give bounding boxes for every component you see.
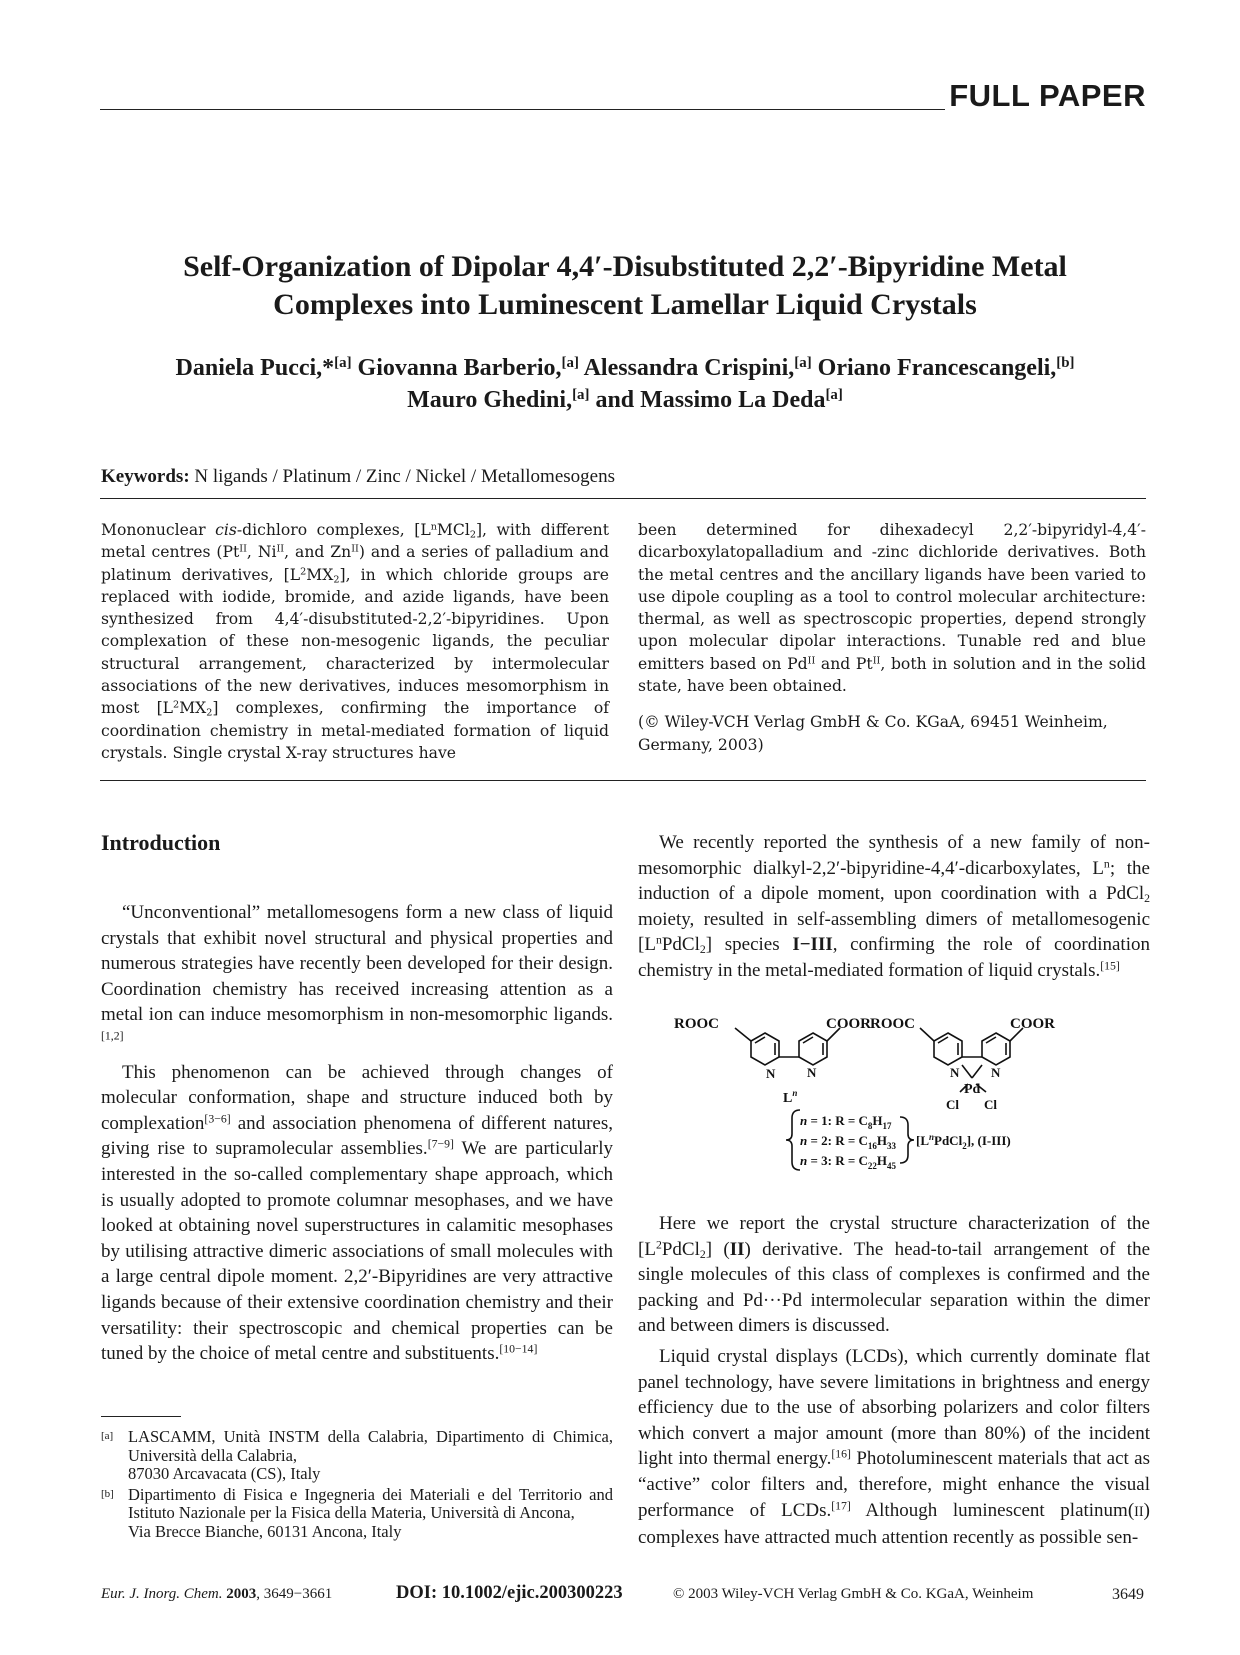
superscript: n: [1103, 857, 1110, 871]
text-run: and association phenomena of different natures, giving rise to supramolecular assemblies.: [101, 1112, 613, 1160]
abstract-top-rule: [100, 498, 1146, 499]
superscript: II: [351, 543, 359, 555]
scheme-n-value: 3: [821, 1153, 828, 1168]
body-paragraph: [101, 1060, 613, 1367]
text-run: -dichloro complexes, [L: [236, 521, 431, 539]
scheme-atom-label: N: [950, 1065, 960, 1080]
page-number: 3649: [1112, 1586, 1144, 1603]
author-line-1: [100, 352, 1150, 384]
scheme-text: C: [858, 1133, 868, 1148]
keywords-label: Keywords:: [101, 466, 190, 487]
text-run: Here we report the crystal structure characterization of the [L: [638, 1213, 1150, 1260]
scheme-superscript: n: [929, 1132, 935, 1142]
journal-pages: , 3649−3661: [256, 1586, 333, 1602]
text-run: , Ni: [246, 543, 277, 562]
scheme-series-row: n = 2: $R = C_{16}H_{33}$: [800, 1133, 897, 1151]
body-column-right-top: [638, 830, 1150, 984]
keywords-text: N ligands / Platinum / Zinc / Nickel / Metallomesogens: [194, 466, 615, 487]
subscript: 2: [206, 707, 213, 719]
scheme-subscript: 8: [867, 1121, 873, 1131]
scheme-text: C: [858, 1153, 868, 1168]
title-line-2: Complexes into Luminescent Lamellar Liquid Crystals: [273, 288, 977, 321]
scheme-n-value: 2: [821, 1133, 828, 1148]
text-run: We recently reported the synthesis of a new family of non-mesomorphic dialkyl-2,2′-bipyridine-4,4′-dicarboxylates, L: [638, 832, 1150, 879]
text-run: ) and a series of palladium and platinum derivatives, [L: [101, 543, 609, 584]
text-run: , and Zn: [284, 543, 352, 562]
footnote-affiliation-b: [101, 1486, 613, 1542]
abstract-paragraph: [638, 519, 1146, 697]
scheme-superscript: n: [792, 1088, 798, 1098]
text-run: Mononuclear: [101, 521, 216, 539]
text-run: This phenomenon can be achieved through changes of molecular conformation, shape and structure induced both by complexation: [101, 1061, 613, 1134]
compound-label: II: [729, 1238, 745, 1260]
citation: [17]: [831, 1499, 851, 1513]
text-run: We are particularly interested in the so-called complementary shape approach, which is usually adopted to promote columnar mesophases, and we have looked at obtaining novel superstructures in calamitic mesophases by utilising attractive dimeric associations of small molecules with a large central dipole moment. 2,2′-Bipyridines are very attractive ligands because of their extensive coordination chemistry and their versatility: their spectroscopic and chemical properties can be tuned by the choice of metal centre and substituents.: [101, 1138, 613, 1365]
superscript: II: [807, 655, 816, 667]
body-paragraph: [638, 830, 1150, 984]
author-name: Mauro Ghedini,: [407, 387, 573, 413]
text-run: , both in solution and in the solid state, have been obtained.: [638, 654, 1146, 696]
author-name: Oriano Francescangeli,: [817, 355, 1057, 381]
scheme-atom-label: Cl: [946, 1097, 959, 1112]
author-name: Giovanna Barberio,: [357, 355, 562, 381]
body-paragraph: [638, 1344, 1150, 1551]
scheme-atom-label: Cl: [984, 1097, 997, 1112]
footnote-mark: [a]: [101, 1430, 114, 1442]
citation: [1,2]: [101, 1029, 124, 1043]
subscript: 2: [1144, 892, 1150, 906]
title-line-1: Self-Organization of Dipolar 4,4′-Disubstituted 2,2′-Bipyridine Metal: [183, 250, 1067, 283]
text-run: ], in which chloride groups are replaced with iodide, bromide, and azide ligands, have been synthesized from 4,4′-disubstituted-2,2′-bipyridines. Upon complexation of these non-mesogenic ligands, the peculiar structural arrangement, characterized by intermolecular associations of the new derivatives, induces mesomorphism in most [L: [101, 565, 609, 718]
text-run: moiety, resulted in self-assembling dimers of metallomesogenic [L: [638, 908, 1150, 956]
text-run: ) derivative. The head-to-tail arrangement of the single molecules of this class of complexes is confirmed and the packing and Pd···Pd intermolecular separation within the dimer and between dimers is discussed.: [638, 1238, 1151, 1337]
citation: [7−9]: [427, 1137, 454, 1151]
superscript: II: [239, 543, 247, 555]
scheme-text: H: [876, 1153, 888, 1168]
text-run: been determined for dihexadecyl 2,2′-bipyridyl-4,4′-dicarboxylatopalladium and -zinc dichloride derivatives. Both the metal centres and the ancillary ligands have been varied to use dipole coupling as a tool to control molecular architecture: thermal, as well as spectroscopic properties, depend strongly upon molecular dipolar interactions. Tunable red and blue emitters based on Pd: [638, 521, 1146, 673]
superscript: 2: [173, 700, 180, 712]
body-column-left: [101, 900, 613, 1367]
superscript: n: [430, 521, 437, 533]
doi: DOI: 10.1002/ejic.200300223: [396, 1583, 623, 1603]
text-run: cis: [215, 521, 237, 539]
footnote-rule: [101, 1416, 181, 1417]
scheme-text: C: [858, 1113, 868, 1128]
small-caps-numeral: II: [1134, 1503, 1144, 1520]
right-brace: [900, 1117, 914, 1163]
compound-label: I−III: [792, 934, 833, 956]
footnote-line: 87030 Arcavacata (CS), Italy: [128, 1464, 321, 1483]
body-paragraph: [101, 900, 613, 1054]
author-line-2: [100, 384, 1150, 416]
scheme-subscript: 22: [867, 1161, 877, 1171]
scheme-text: [L: [916, 1133, 929, 1148]
author-affiliation: [a]: [794, 354, 812, 371]
bipyridine-ligand-structure: [735, 1028, 840, 1065]
abstract-column-1: [101, 519, 609, 778]
abstract-copyright: (© Wiley-VCH Verlag GmbH & Co. KGaA, 69451 Weinheim, Germany, 2003): [638, 713, 1108, 754]
scheme-subscript: 45: [887, 1161, 897, 1171]
superscript: 2: [655, 1238, 662, 1252]
body-column-right-bottom: [638, 1211, 1150, 1551]
text-run: ], with different metal centres (Pt: [101, 521, 609, 562]
left-brace: [786, 1110, 800, 1170]
text-run: ] (: [705, 1238, 730, 1260]
scheme-subscript: 16: [867, 1141, 877, 1151]
scheme-series-row: n = 3: $R = C_{22}H_{45}$: [800, 1153, 897, 1171]
scheme-atom-label: N: [991, 1065, 1001, 1080]
scheme-label: ROOC: [870, 1016, 915, 1032]
author-name: and Massimo La Deda: [595, 387, 826, 413]
scheme-subscript: 17: [882, 1121, 892, 1131]
text-run: and Pt: [815, 654, 873, 673]
abstract-paragraph: [101, 519, 609, 764]
scheme-series-row: n = 1: $R = C_8H_{17}$: [800, 1113, 892, 1131]
author-name: Alessandra Crispini,: [583, 355, 795, 381]
scheme-label: COOR: [1010, 1016, 1055, 1032]
text-run: ] complexes, confirming the importance of coordination chemistry in metal-mediated formation of liquid crystals. Single crystal X-ray structures have: [101, 699, 609, 762]
subscript: 2: [333, 574, 340, 585]
body-paragraph: [638, 1211, 1150, 1339]
text-run: MX: [179, 699, 207, 718]
section-heading-introduction: Introduction: [101, 830, 221, 855]
scheme-n-value: 1: [821, 1113, 828, 1128]
journal-name: Eur. J. Inorg. Chem.: [101, 1586, 223, 1602]
scheme-subscript: 2: [962, 1141, 967, 1151]
citation: [16]: [831, 1447, 851, 1461]
subscript: 2: [469, 529, 476, 541]
scheme-text: H: [876, 1133, 888, 1148]
section-label: FULL PAPER: [949, 78, 1146, 113]
citation: [3−6]: [204, 1112, 231, 1126]
abstract-column-2: [638, 519, 1146, 770]
chemical-scheme: [674, 1016, 1110, 1188]
superscript: II: [276, 543, 285, 555]
ligand-label: [783, 1088, 797, 1106]
keywords: [101, 466, 615, 488]
author-affiliation: [a]: [334, 354, 352, 371]
journal-year: 2003: [226, 1586, 257, 1602]
scheme-text: ], (I-III): [966, 1133, 1011, 1148]
citation: [10−14]: [499, 1342, 538, 1356]
text-run: PdCl: [661, 1238, 700, 1260]
scheme-text: L: [783, 1091, 793, 1106]
scheme-text: H: [872, 1113, 883, 1128]
scheme-text: PdCl: [934, 1133, 963, 1148]
scheme-label: ROOC: [674, 1016, 719, 1032]
footnote-line: Via Brecce Bianche, 60131 Ancona, Italy: [128, 1521, 402, 1541]
footer-copyright: © 2003 Wiley-VCH Verlag GmbH & Co. KGaA, Weinheim: [673, 1586, 1034, 1602]
text-run: “Unconventional” metallomesogens form a new class of liquid crystals that exhibit novel structural and physical properties and numerous strategies have recently been developed for their design. Coordination chemistry has received increasing attention as a metal ion can induce mesomorphism in non-mesomorphic ligands.: [101, 902, 613, 1026]
scheme-subscript: 33: [887, 1141, 897, 1151]
text-run: MX: [306, 565, 334, 584]
author-affiliation: [a]: [572, 386, 590, 403]
text-run: ; the induction of a dipole moment, upon coordination with a PdCl: [638, 857, 1150, 905]
author-affiliation: [a]: [825, 386, 843, 403]
text-run: ) complexes have attracted much attention recently as possible sen-: [638, 1499, 1150, 1549]
scheme-atom-label: N: [766, 1066, 776, 1081]
footnotes: [101, 1428, 613, 1543]
text-run: MCl: [436, 521, 470, 539]
author-list: [100, 352, 1150, 416]
subscript: 2: [699, 943, 706, 957]
paper-title: [100, 248, 1150, 324]
footnote-line: LASCAMM, Unità INSTM della Calabria, Dipartimento di Chimica, Università della Calabria,: [128, 1427, 613, 1465]
footnote-affiliation-a: [101, 1428, 613, 1484]
superscript: n: [655, 933, 662, 947]
text-run: ] species: [705, 934, 793, 956]
footnote-line: Dipartimento di Fisica e Ingegneria dei Materiali e del Territorio and Istituto Nazionale per la Fisica della Materia, Università di Ancona,: [128, 1484, 613, 1522]
header-rule: [100, 109, 945, 110]
text-run: Although luminescent platinum(: [850, 1499, 1135, 1521]
complex-series-label: [916, 1132, 1011, 1151]
author-affiliation: [b]: [1056, 354, 1075, 371]
footnote-mark: [b]: [101, 1487, 114, 1500]
citation: [15]: [1100, 959, 1120, 973]
text-run: Photoluminescent materials that act as “active” color filters and, therefore, might enhance the visual performance of LCDs.: [638, 1448, 1150, 1521]
subscript: 2: [699, 1247, 706, 1261]
author-name: Daniela Pucci,*: [175, 355, 335, 381]
scheme-atom-label: N: [807, 1065, 817, 1080]
text-run: , confirming the role of coordination chemistry in the metal-mediated formation of liquid crystals.: [638, 934, 1150, 981]
superscript: 2: [300, 566, 307, 578]
journal-citation: [101, 1586, 332, 1603]
text-run: Liquid crystal displays (LCDs), which currently dominate flat panel technology, have severe limitations in brightness and energy efficiency due to the use of absorbing polarizers and color filters which convert a major amount (more than 80%) of the incident light into thermal energy.: [638, 1345, 1150, 1470]
abstract-bottom-rule: [100, 780, 1146, 781]
text-run: PdCl: [661, 934, 700, 956]
scheme-label: COOR: [826, 1016, 871, 1032]
superscript: II: [872, 655, 881, 667]
author-affiliation: [a]: [561, 354, 579, 371]
pd-label: Pd: [964, 1082, 981, 1097]
